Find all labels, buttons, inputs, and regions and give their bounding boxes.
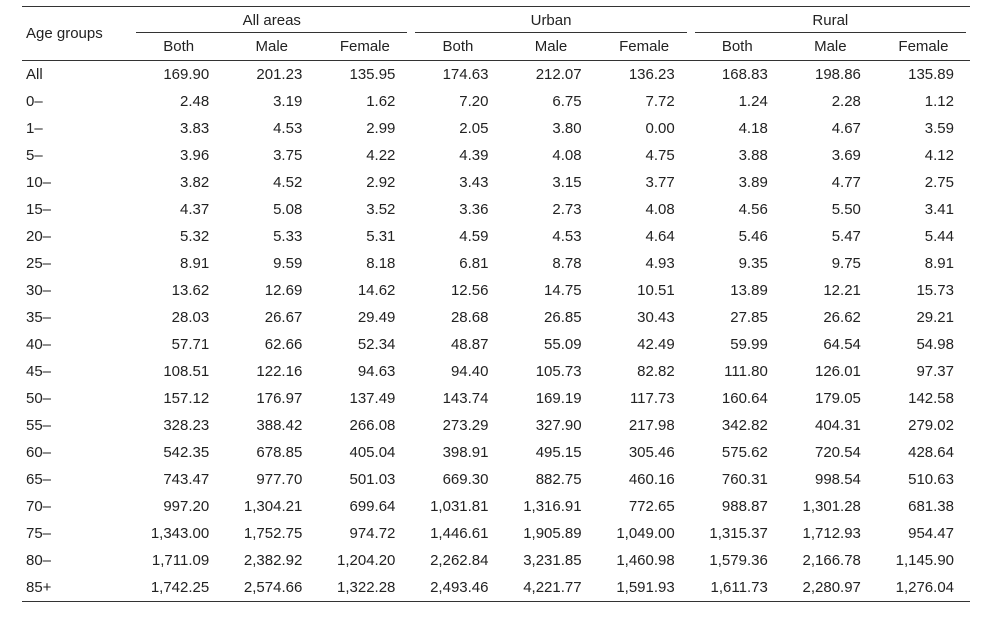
rate-cell: 266.08 — [349, 417, 396, 434]
rate-cell: 3.82 — [180, 174, 210, 191]
rate-cell: 1,204.20 — [337, 552, 396, 569]
rate-cell: 14.62 — [357, 282, 396, 299]
group-header-label: All areas — [242, 11, 301, 29]
rate-cell: 760.31 — [721, 471, 768, 488]
rate-cell: 157.12 — [163, 390, 210, 407]
rate-cell: 388.42 — [256, 417, 303, 434]
rate-cell: 8.91 — [180, 255, 210, 272]
age-group-cell: All — [26, 66, 43, 83]
rate-cell: 12.21 — [823, 282, 861, 299]
rate-cell: 328.23 — [163, 417, 210, 434]
rate-cell: 174.63 — [442, 66, 489, 83]
data-table-container — [22, 6, 970, 602]
sub-header-female: Female — [898, 38, 949, 55]
rate-cell: 3.15 — [552, 174, 582, 191]
group-underline — [695, 32, 966, 33]
rate-cell: 342.82 — [721, 417, 768, 434]
rate-cell: 143.74 — [442, 390, 489, 407]
sub-header-both: Both — [721, 38, 753, 55]
rate-cell: 954.47 — [908, 525, 954, 542]
rate-cell: 3.43 — [459, 174, 489, 191]
rate-cell: 169.90 — [163, 66, 210, 83]
rate-cell: 111.80 — [724, 363, 768, 380]
rate-cell: 1,611.73 — [710, 579, 768, 596]
rate-cell: 57.71 — [171, 336, 210, 353]
table-row — [22, 385, 970, 412]
rate-cell: 9.59 — [273, 255, 303, 272]
rate-cell: 1,049.00 — [616, 525, 675, 542]
rate-cell: 64.54 — [823, 336, 861, 353]
rate-cell: 8.91 — [924, 255, 954, 272]
rate-cell: 997.20 — [163, 498, 210, 515]
rate-cell: 3.52 — [366, 201, 396, 218]
rate-cell: 6.75 — [552, 93, 582, 110]
table-row — [22, 115, 970, 142]
table-row — [22, 304, 970, 331]
rate-cell: 998.54 — [815, 471, 861, 488]
group-underline — [136, 32, 407, 33]
sub-header-both: Both — [163, 38, 195, 55]
age-group-cell: 10– — [26, 174, 52, 191]
rate-cell: 137.49 — [349, 390, 396, 407]
rate-cell: 4.52 — [273, 174, 303, 191]
rate-cell: 4.12 — [924, 147, 954, 164]
rate-cell: 27.85 — [730, 309, 768, 326]
rate-cell: 398.91 — [442, 444, 489, 461]
rate-cell: 28.68 — [450, 309, 489, 326]
rate-cell: 977.70 — [256, 471, 303, 488]
age-group-cell: 85+ — [26, 579, 52, 596]
rate-cell: 4.53 — [552, 228, 582, 245]
rate-cell: 2.75 — [924, 174, 954, 191]
rate-cell: 136.23 — [628, 66, 675, 83]
rate-cell: 2.28 — [831, 93, 861, 110]
table-row — [22, 493, 970, 520]
group-header-urban — [411, 7, 690, 34]
rate-cell: 2.73 — [552, 201, 582, 218]
rate-cell: 4.08 — [645, 201, 675, 218]
rate-cell: 1,446.61 — [430, 525, 489, 542]
rate-cell: 2,262.84 — [430, 552, 489, 569]
age-group-cell: 5– — [26, 147, 43, 164]
rate-cell: 988.87 — [721, 498, 768, 515]
age-group-cell: 35– — [26, 309, 52, 326]
age-group-cell: 45– — [26, 363, 52, 380]
rate-cell: 3.69 — [831, 147, 861, 164]
rate-cell: 94.63 — [357, 363, 396, 380]
rate-cell: 15.73 — [916, 282, 954, 299]
age-group-cell: 40– — [26, 336, 52, 353]
rate-cell: 135.95 — [349, 66, 396, 83]
age-group-cell: 1– — [26, 120, 43, 137]
rate-cell: 404.31 — [815, 417, 861, 434]
rate-cell: 1,301.28 — [802, 498, 861, 515]
age-group-cell: 75– — [26, 525, 52, 542]
rate-cell: 2,280.97 — [802, 579, 861, 596]
rate-cell: 176.97 — [256, 390, 303, 407]
rate-cell: 8.18 — [366, 255, 396, 272]
rate-cell: 142.58 — [908, 390, 954, 407]
rate-cell: 26.62 — [823, 309, 861, 326]
rate-cell: 1,304.21 — [243, 498, 303, 515]
rate-cell: 4.75 — [645, 147, 675, 164]
group-header-label: Urban — [530, 11, 572, 29]
rate-cell: 7.72 — [645, 93, 675, 110]
rate-cell: 1,322.28 — [337, 579, 396, 596]
rate-cell: 3.59 — [924, 120, 954, 137]
rate-cell: 1,905.89 — [523, 525, 582, 542]
rate-cell: 94.40 — [450, 363, 489, 380]
age-group-cell: 0– — [26, 93, 43, 110]
rate-cell: 1,316.91 — [523, 498, 582, 515]
table-row — [22, 250, 970, 277]
rate-cell: 4.53 — [273, 120, 303, 137]
rate-cell: 8.78 — [552, 255, 582, 272]
sub-header-male: Male — [255, 38, 288, 55]
rate-cell: 510.63 — [908, 471, 954, 488]
rate-cell: 3.36 — [459, 201, 489, 218]
rate-cell: 3.41 — [924, 201, 954, 218]
table-row — [22, 358, 970, 385]
rate-cell: 108.51 — [163, 363, 210, 380]
rate-cell: 3.80 — [552, 120, 582, 137]
rate-cell: 1.12 — [924, 93, 954, 110]
rate-cell: 4.22 — [366, 147, 396, 164]
rate-cell: 122.16 — [256, 363, 303, 380]
rate-cell: 542.35 — [163, 444, 210, 461]
rate-cell: 1,031.81 — [430, 498, 489, 515]
rate-cell: 82.82 — [637, 363, 675, 380]
rate-cell: 428.64 — [908, 444, 954, 461]
age-group-cell: 55– — [26, 417, 52, 434]
table-row — [22, 439, 970, 466]
rate-cell: 9.75 — [831, 255, 861, 272]
age-group-cell: 60– — [26, 444, 52, 461]
group-header-row — [22, 7, 970, 34]
rate-cell: 2,574.66 — [243, 579, 303, 596]
rate-cell: 48.87 — [450, 336, 489, 353]
rate-cell: 217.98 — [628, 417, 675, 434]
age-group-cell: 30– — [26, 282, 52, 299]
table-row — [22, 574, 970, 602]
rate-cell: 1,591.93 — [616, 579, 675, 596]
rate-cell: 1,712.93 — [802, 525, 861, 542]
sub-header-row — [22, 33, 970, 61]
rate-cell: 117.73 — [629, 390, 675, 407]
rate-cell: 198.86 — [815, 66, 861, 83]
rate-cell: 0.00 — [645, 120, 675, 137]
age-group-cell: 80– — [26, 552, 52, 569]
table-row — [22, 331, 970, 358]
rate-cell: 6.81 — [459, 255, 489, 272]
rate-cell: 54.98 — [916, 336, 954, 353]
rate-cell: 168.83 — [721, 66, 768, 83]
rate-cell: 4.93 — [645, 255, 675, 272]
rate-cell: 135.89 — [908, 66, 954, 83]
rate-cell: 1,343.00 — [150, 525, 210, 542]
rate-cell: 160.64 — [721, 390, 768, 407]
rate-cell: 105.73 — [535, 363, 582, 380]
rate-cell: 2,493.46 — [430, 579, 489, 596]
rate-cell: 3.19 — [273, 93, 303, 110]
rate-cell: 29.49 — [357, 309, 396, 326]
age-group-cell: 15– — [26, 201, 52, 218]
group-underline — [415, 32, 686, 33]
rate-cell: 13.89 — [730, 282, 768, 299]
rate-cell: 974.72 — [349, 525, 396, 542]
rate-cell: 4.08 — [552, 147, 582, 164]
rate-cell: 681.38 — [908, 498, 954, 515]
rate-cell: 30.43 — [637, 309, 675, 326]
rate-cell: 327.90 — [535, 417, 582, 434]
table-row — [22, 223, 970, 250]
age-groups-header: Age groups — [26, 25, 103, 42]
rate-cell: 3.75 — [273, 147, 303, 164]
rate-cell: 5.46 — [738, 228, 768, 245]
rate-cell: 97.37 — [916, 363, 954, 380]
table-row — [22, 88, 970, 115]
group-header-all-areas — [132, 7, 411, 34]
rate-cell: 720.54 — [815, 444, 861, 461]
rate-cell: 1,711.09 — [151, 552, 210, 569]
rate-cell: 126.01 — [815, 363, 861, 380]
rate-cell: 4.64 — [645, 228, 675, 245]
rate-cell: 279.02 — [908, 417, 954, 434]
rate-cell: 669.30 — [442, 471, 489, 488]
rate-cell: 169.19 — [535, 390, 582, 407]
rate-cell: 5.08 — [273, 201, 303, 218]
rate-cell: 2.05 — [459, 120, 489, 137]
rate-cell: 3,231.85 — [523, 552, 582, 569]
rate-cell: 4,221.77 — [523, 579, 582, 596]
rate-cell: 678.85 — [256, 444, 303, 461]
rate-cell: 4.59 — [459, 228, 489, 245]
rate-cell: 5.44 — [924, 228, 954, 245]
sub-header-male: Male — [814, 38, 847, 55]
rate-cell: 4.67 — [831, 120, 861, 137]
rate-cell: 26.85 — [544, 309, 582, 326]
rate-cell: 405.04 — [349, 444, 396, 461]
rate-cell: 1,742.25 — [150, 579, 210, 596]
rate-cell: 1,145.90 — [895, 552, 954, 569]
table-row — [22, 142, 970, 169]
rate-cell: 13.62 — [171, 282, 210, 299]
rate-cell: 3.88 — [738, 147, 768, 164]
group-header-label: Rural — [812, 11, 849, 29]
rate-cell: 26.67 — [264, 309, 303, 326]
rate-cell: 1,579.36 — [709, 552, 768, 569]
rate-cell: 882.75 — [535, 471, 582, 488]
rate-cell: 575.62 — [721, 444, 768, 461]
rate-cell: 273.29 — [442, 417, 489, 434]
rate-cell: 305.46 — [628, 444, 675, 461]
rate-cell: 3.77 — [645, 174, 675, 191]
rate-cell: 1.62 — [366, 93, 396, 110]
table-row — [22, 520, 970, 547]
rate-cell: 5.32 — [180, 228, 210, 245]
group-header-rural — [691, 7, 970, 34]
rate-cell: 14.75 — [544, 282, 582, 299]
rate-cell: 62.66 — [264, 336, 303, 353]
sub-header-male: Male — [534, 38, 568, 55]
rate-cell: 495.15 — [535, 444, 582, 461]
age-group-cell: 70– — [26, 498, 52, 515]
rate-cell: 2.99 — [366, 120, 396, 137]
table-body — [22, 61, 970, 602]
rate-cell: 4.37 — [180, 201, 210, 218]
sub-header-female: Female — [619, 38, 670, 55]
mortality-rate-table — [22, 6, 970, 602]
rate-cell: 5.33 — [273, 228, 303, 245]
table-row — [22, 547, 970, 574]
rate-cell: 2.92 — [366, 174, 396, 191]
rate-cell: 4.39 — [459, 147, 489, 164]
rate-cell: 1,315.37 — [709, 525, 768, 542]
table-row — [22, 196, 970, 223]
age-group-cell: 50– — [26, 390, 52, 407]
rate-cell: 5.47 — [831, 228, 861, 245]
rate-cell: 699.64 — [349, 498, 396, 515]
rate-cell: 3.96 — [180, 147, 210, 164]
rate-cell: 4.18 — [738, 120, 768, 137]
sub-header-female: Female — [339, 38, 390, 55]
rate-cell: 2,382.92 — [243, 552, 303, 569]
rate-cell: 201.23 — [256, 66, 303, 83]
table-row — [22, 277, 970, 304]
table-row — [22, 466, 970, 493]
rate-cell: 4.56 — [738, 201, 768, 218]
rate-cell: 28.03 — [171, 309, 210, 326]
rate-cell: 2,166.78 — [802, 552, 861, 569]
table-row — [22, 169, 970, 196]
age-group-cell: 25– — [26, 255, 52, 272]
rate-cell: 12.69 — [264, 282, 303, 299]
rate-cell: 460.16 — [628, 471, 675, 488]
rate-cell: 1,460.98 — [616, 552, 675, 569]
age-group-cell: 65– — [26, 471, 52, 488]
rate-cell: 12.56 — [450, 282, 489, 299]
rate-cell: 743.47 — [163, 471, 210, 488]
rate-cell: 1,752.75 — [243, 525, 303, 542]
rate-cell: 501.03 — [349, 471, 396, 488]
rate-cell: 2.48 — [180, 93, 210, 110]
rate-cell: 29.21 — [916, 309, 954, 326]
rate-cell: 3.89 — [738, 174, 768, 191]
rate-cell: 1.24 — [738, 93, 768, 110]
rate-cell: 52.34 — [357, 336, 396, 353]
rate-cell: 10.51 — [637, 282, 675, 299]
rate-cell: 5.50 — [831, 201, 861, 218]
rate-cell: 9.35 — [738, 255, 768, 272]
rate-cell: 59.99 — [730, 336, 768, 353]
table-row — [22, 61, 970, 89]
rate-cell: 55.09 — [544, 336, 582, 353]
rate-cell: 179.05 — [815, 390, 861, 407]
rate-cell: 1,276.04 — [895, 579, 954, 596]
rate-cell: 4.77 — [831, 174, 861, 191]
rate-cell: 42.49 — [637, 336, 675, 353]
age-group-cell: 20– — [26, 228, 52, 245]
sub-header-both: Both — [442, 38, 474, 55]
rate-cell: 5.31 — [366, 228, 396, 245]
rate-cell: 212.07 — [535, 66, 582, 83]
rate-cell: 3.83 — [180, 120, 210, 137]
table-row — [22, 412, 970, 439]
rate-cell: 7.20 — [459, 93, 489, 110]
rate-cell: 772.65 — [628, 498, 675, 515]
